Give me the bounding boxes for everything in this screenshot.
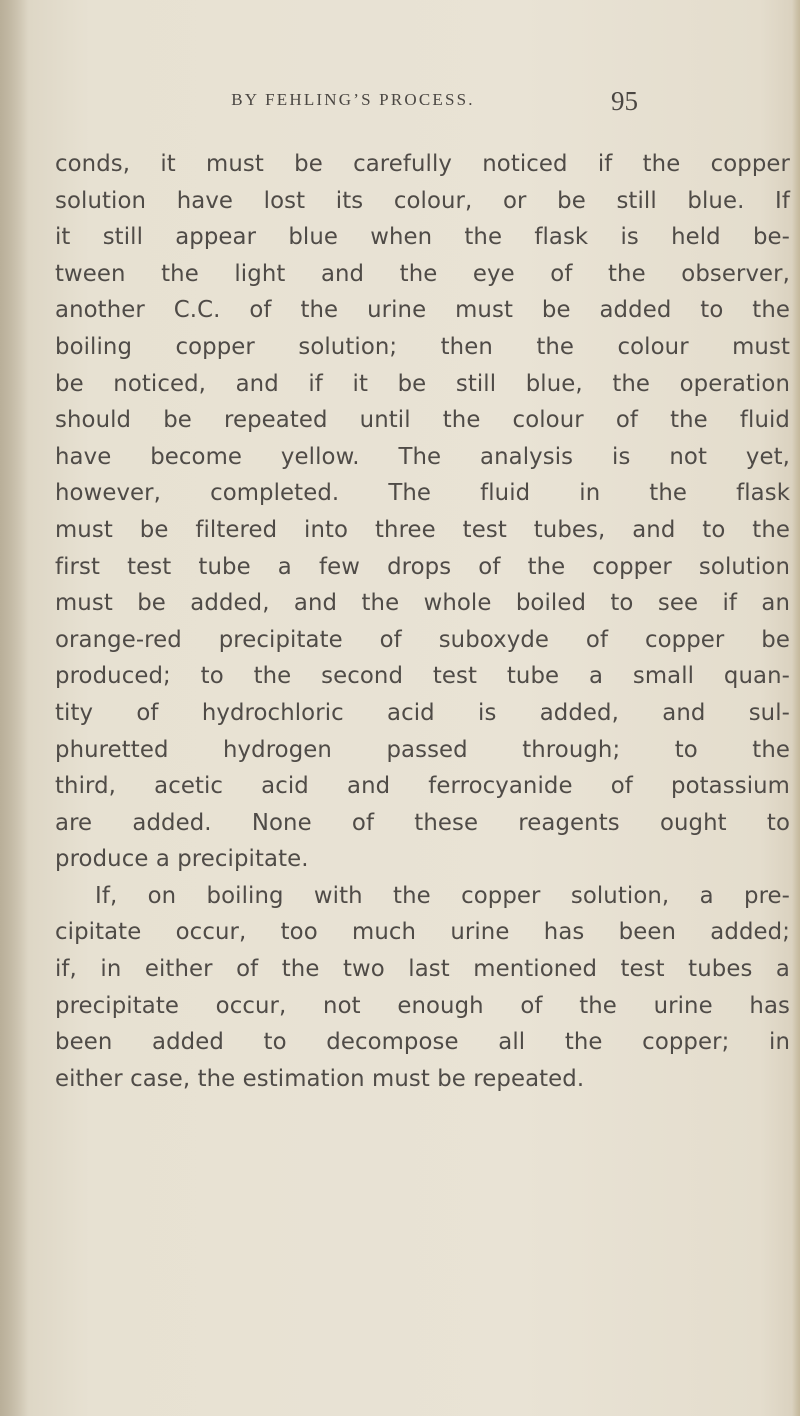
text-line: orange-red precipitate of suboxyde of copper be [55, 626, 790, 653]
running-head [118, 86, 638, 116]
page-edge [792, 0, 800, 1416]
text-line: solution have lost its colour, or be still blue. If [55, 187, 790, 214]
text-line: third, acetic acid and ferrocyanide of potassium [55, 773, 790, 800]
text-line: it still appear blue when the flask is held be- [55, 224, 790, 251]
text-line: must be added, and the whole boiled to see if an [55, 590, 790, 617]
text-line: tween the light and the eye of the observer, [55, 260, 790, 287]
text-line: If, on boiling with the copper solution, a pre- [95, 882, 790, 909]
text-line: should be repeated until the colour of the fluid [55, 407, 790, 434]
text-line: precipitate occur, not enough of the urine has [55, 992, 790, 1019]
text-line: produced; to the second test tube a small quan- [55, 663, 790, 690]
text-line: boiling copper solution; then the colour must [55, 333, 790, 360]
text-line: conds, it must be carefully noticed if the copper [55, 151, 790, 177]
text-line: if, in either of the two last mentioned test tubes a [55, 956, 790, 983]
text-line: are added. None of these reagents ought to [55, 809, 790, 836]
text-line: cipitate occur, too much urine has been added; [55, 919, 790, 946]
text-line: phuretted hydrogen passed through; to the [55, 736, 790, 763]
page-number: 95 [611, 86, 638, 116]
text-line: another C.C. of the urine must be added to the [55, 297, 790, 324]
text-line: tity of hydrochloric acid is added, and sul- [55, 699, 790, 726]
running-title: BY FEHLING’S PROCESS. [231, 90, 475, 109]
text-line: must be filtered into three test tubes, and to the [55, 516, 790, 543]
gutter-shadow [0, 0, 28, 1416]
text-line: however, completed. The fluid in the flask [55, 480, 790, 507]
text-line: been added to decompose all the copper; in [55, 1029, 790, 1056]
text-line: first test tube a few drops of the copper solution [55, 553, 790, 580]
body-text [55, 146, 790, 1097]
text-line: either case, the estimation must be repeated. [55, 1065, 585, 1092]
text-line: produce a precipitate. [55, 846, 309, 873]
text-line: have become yellow. The analysis is not yet, [55, 443, 790, 470]
text-line: be noticed, and if it be still blue, the operation [55, 370, 790, 397]
